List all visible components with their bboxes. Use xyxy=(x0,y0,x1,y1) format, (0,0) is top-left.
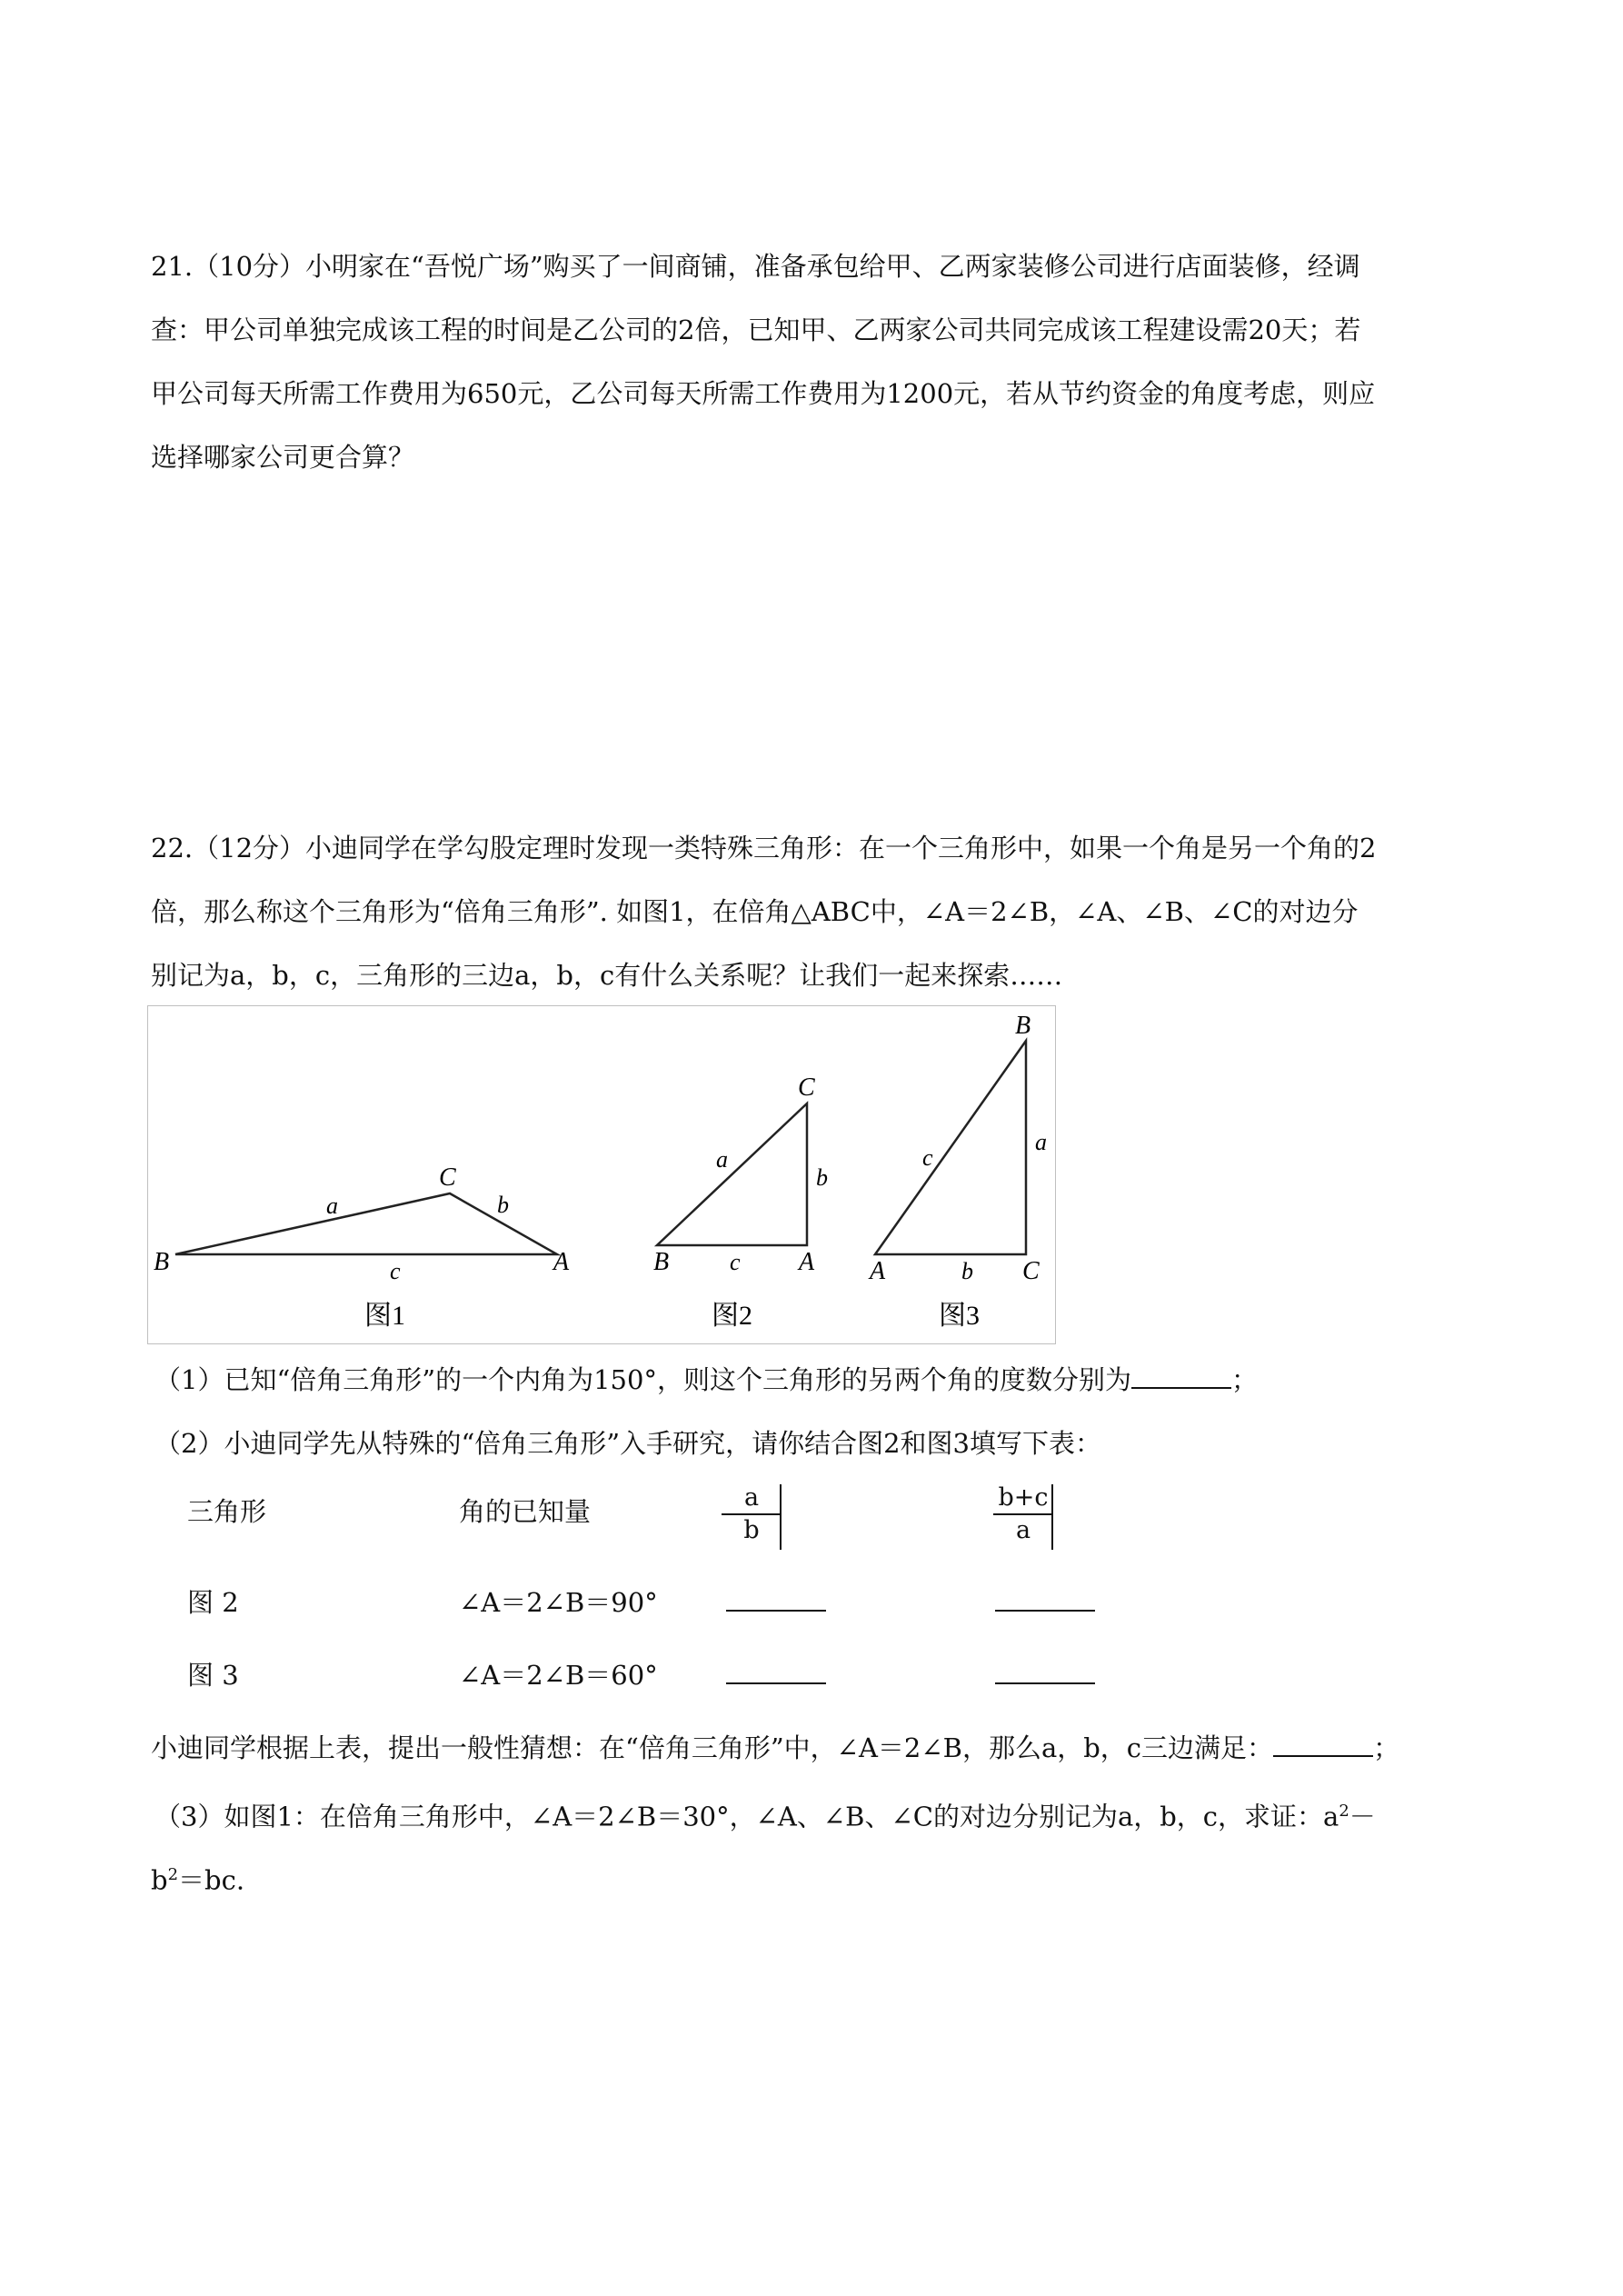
frac2-numerator: b+c xyxy=(998,1483,1049,1512)
fig1-label-c: c xyxy=(390,1258,401,1284)
part-1-text: （1）已知“倍角三角形”的一个内角为150°，则这个三角形的另两个角的度数分别为 xyxy=(154,1364,1131,1395)
part-1-end: ； xyxy=(1230,1364,1258,1395)
table-row-2-name: 图 3 xyxy=(187,1660,239,1691)
table-row-2-known: ∠A＝2∠B＝60° xyxy=(459,1660,658,1691)
table-row-1-blank-2[interactable] xyxy=(995,1584,1095,1621)
q22-line-1: 22.（12分）小迪同学在学勾股定理时发现一类特殊三角形：在一个三角形中，如果一个角是另一个角的2 xyxy=(151,833,1377,863)
fraction-a-over-b xyxy=(722,1484,782,1544)
table-row-2-blank-2[interactable] xyxy=(995,1657,1095,1693)
q22-part-3-line-2 xyxy=(151,1857,244,1899)
fig3-label-A: A xyxy=(870,1257,886,1285)
frac2-bar xyxy=(993,1513,1053,1515)
table-header-known: 角的已知量 xyxy=(459,1496,592,1527)
frac1-bar xyxy=(722,1513,782,1515)
q21-line-2: 查：甲公司单独完成该工程的时间是乙公司的2倍，已知甲、乙两家公司共同完成该工程建设需20天；若 xyxy=(151,314,1361,345)
fraction-bc-over-a xyxy=(993,1484,1053,1544)
fig2-label-c: c xyxy=(730,1249,741,1275)
part-3-b: b xyxy=(151,1864,168,1896)
fig2-label-B: B xyxy=(653,1248,670,1276)
fig1-label-B: B xyxy=(154,1248,170,1276)
conjecture-text: 小迪同学根据上表，提出一般性猜想：在“倍角三角形”中，∠A＝2∠B，那么a，b，c三边满足： xyxy=(151,1732,1274,1763)
figure-2 xyxy=(653,1073,828,1331)
frac2-denominator: a xyxy=(1015,1516,1031,1544)
conjecture-end: ； xyxy=(1373,1732,1400,1763)
table-row-1-known: ∠A＝2∠B＝90° xyxy=(459,1587,658,1618)
fig3-triangle xyxy=(875,1041,1026,1254)
fig3-label-b: b xyxy=(961,1258,973,1284)
triangle-figures xyxy=(147,1005,1056,1344)
part-1-answer-blank[interactable] xyxy=(1131,1362,1231,1389)
fig2-label-A: A xyxy=(799,1248,815,1276)
q21-line-1: 21.（10分）小明家在“吾悦广场”购买了一间商铺，准备承包给甲、乙两家装修公司进行店面装修，经调 xyxy=(151,251,1360,282)
q22-line-2: 倍，那么称这个三角形为“倍角三角形”. 如图1，在倍角△ABC中，∠A＝2∠B，∠A、∠B、∠C的对边分 xyxy=(151,896,1359,927)
q22-part-3-line-1 xyxy=(154,1793,1376,1835)
fig1-caption: 图1 xyxy=(364,1301,405,1331)
part-3-minus: － xyxy=(1349,1801,1376,1832)
part-3-sup-1: 2 xyxy=(1339,1802,1349,1821)
q22-part-2: （2）小迪同学先从特殊的“倍角三角形”入手研究，请你结合图2和图3填写下表： xyxy=(154,1428,1102,1459)
conjecture-answer-blank[interactable] xyxy=(1273,1730,1373,1757)
frac1-denominator: b xyxy=(743,1516,760,1544)
fig3-label-C: C xyxy=(1022,1257,1040,1285)
fig3-caption: 图3 xyxy=(939,1301,980,1331)
q21-line-3: 甲公司每天所需工作费用为650元，乙公司每天所需工作费用为1200元，若从节约资金的角度考虑，则应 xyxy=(151,378,1376,409)
table-row-1-name: 图 2 xyxy=(187,1587,239,1618)
q21-line-4: 选择哪家公司更合算？ xyxy=(151,442,415,473)
fig1-label-b: b xyxy=(497,1192,509,1218)
fig1-label-A: A xyxy=(553,1248,570,1276)
q22-conjecture xyxy=(151,1730,1399,1766)
q22-line-3: 别记为a，b，c，三角形的三边a，b，c有什么关系呢？让我们一起来探索…… xyxy=(151,960,1063,991)
frac2-side-line xyxy=(1051,1484,1053,1550)
fig3-label-a: a xyxy=(1035,1129,1047,1155)
part-3-sup-2: 2 xyxy=(167,1865,179,1884)
figure-1 xyxy=(154,1163,570,1331)
fig3-label-B: B xyxy=(1015,1012,1031,1040)
fig2-label-C: C xyxy=(798,1073,815,1102)
part-3-rest: ＝bc. xyxy=(178,1864,245,1896)
table-header-triangle: 三角形 xyxy=(187,1496,267,1527)
part-3-text: （3）如图1：在倍角三角形中，∠A＝2∠B＝30°，∠A、∠B、∠C的对边分别记为a，b，c，求证：a xyxy=(154,1801,1339,1832)
fig1-label-a: a xyxy=(326,1193,338,1219)
fig2-label-a: a xyxy=(716,1146,728,1173)
fig3-label-c: c xyxy=(922,1144,933,1171)
table-row-2-blank-1[interactable] xyxy=(726,1657,826,1693)
frac1-numerator: a xyxy=(743,1483,760,1512)
table-row-1-blank-1[interactable] xyxy=(726,1584,826,1621)
fig1-label-C: C xyxy=(439,1163,456,1192)
fig2-caption: 图2 xyxy=(712,1301,752,1331)
fig2-label-b: b xyxy=(816,1164,828,1191)
frac1-side-line xyxy=(780,1484,782,1550)
q22-part-1 xyxy=(154,1362,1258,1398)
figure-3 xyxy=(868,1012,1047,1331)
fig2-triangle xyxy=(657,1103,807,1245)
